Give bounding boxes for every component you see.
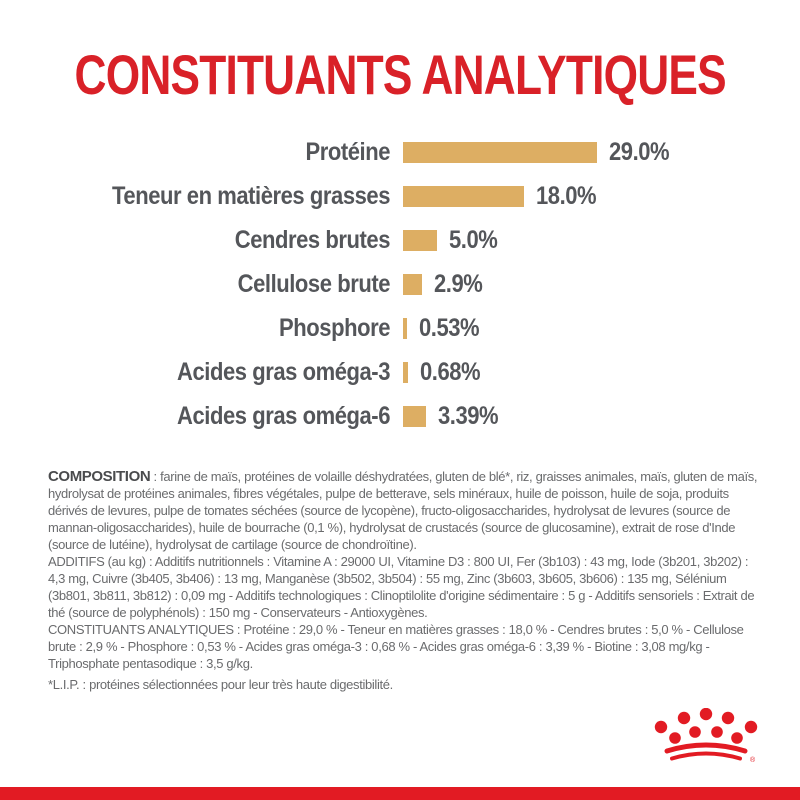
chart-row-proteine	[0, 130, 800, 174]
chart-row-cendres-brutes	[0, 218, 800, 262]
bar-label: Acides gras oméga-3	[177, 357, 390, 386]
royal-canin-crown-logo	[653, 708, 759, 764]
composition-text: : farine de maïs, protéines de volaille déshydratées, gluten de blé*, riz, graisses animales, maïs, gluten de maïs, hydrolysat de protéines animales, fibres végétales, pulpe de betterave, sels minéraux, huile de poisson, huile de soja, produits dérivés de levures, pulpe de tomates séchées (source de lycopène), fructo-oligosaccharides, hydrolysat de levures (source de mannan-oligosaccharides), huile de bourrache (0,1 %), hydrolysat de crustacés (source de glucosamine), extrait de rose d'Inde (source de lutéine), hydrolysat de cartilage (source de chondroïtine).	[48, 469, 758, 552]
bar-label: Acides gras oméga-6	[177, 401, 390, 430]
chart-row-omega-6	[0, 394, 800, 438]
bar-value: 0.68%	[419, 357, 480, 386]
analytical-constituents-bar-chart	[0, 130, 800, 438]
lip-footnote: *L.I.P. : protéines sélectionnées pour leur très haute digestibilité.	[48, 677, 393, 692]
registered-trademark-symbol: ®	[750, 757, 756, 764]
additives-paragraph: ADDITIFS (au kg) : Additifs nutritionnels : Vitamine A : 29000 UI, Vitamine D3 : 800 UI, Fer (3b103) : 43 mg, Iode (3b201, 3b202) : 4,3 mg, Cuivre (3b405, 3b406) : 13 mg, Manganèse (3b502, 3b504) : 55 mg, Zinc (3b603, 3b605, 3b606) : 135 mg, Sélénium (3b801, 3b811, 3b812) : 0,09 mg - Additifs technologiques : Clinoptilolite d'origine sédimentaire : 5 g - Additifs sensoriels : Extrait de thé (source de polyphénols) : 150 mg - Conservateurs - Antioxygènes.	[48, 554, 755, 620]
bar-value: 0.53%	[418, 313, 479, 342]
chart-row-omega-3	[0, 350, 800, 394]
bar	[403, 186, 524, 207]
bar-value: 29.0%	[609, 137, 670, 166]
crown-dots	[655, 708, 757, 744]
bar-label: Cendres brutes	[234, 225, 390, 254]
composition-heading: COMPOSITION	[48, 468, 151, 485]
bar-value: 5.0%	[448, 225, 497, 254]
bottom-red-band	[0, 787, 800, 800]
bar-value: 3.39%	[437, 401, 498, 430]
bar-label: Teneur en matières grasses	[112, 181, 390, 210]
bar	[403, 142, 597, 163]
constituents-paragraph: CONSTITUANTS ANALYTIQUES : Protéine : 29,0 % - Teneur en matières grasses : 18,0 % - Cendres brutes : 5,0 % - Cellulose brute : 2,9 % - Phosphore : 0,53 % - Acides gras oméga-3 : 0,68 % - Acides gras oméga-6 : 3,39 % - Biotine : 3,08 mg/kg - Triphosphate pentasodique : 3,5 g/kg.	[48, 622, 744, 671]
bar-label: Phosphore	[279, 313, 390, 342]
bar	[403, 406, 426, 427]
bar-value: 18.0%	[535, 181, 596, 210]
chart-row-cellulose-brute	[0, 262, 800, 306]
bar	[403, 318, 407, 339]
bar	[403, 230, 437, 251]
crown-base-swoosh	[667, 745, 745, 759]
composition-paragraph	[48, 468, 760, 553]
chart-row-phosphore	[0, 306, 800, 350]
page-title: CONSTITUANTS ANALYTIQUES	[74, 43, 726, 106]
bar-label: Protéine	[305, 137, 390, 166]
bar-value: 2.9%	[434, 269, 483, 298]
bar	[403, 274, 422, 295]
page-title-container	[0, 42, 800, 107]
bar	[403, 362, 408, 383]
chart-row-matieres-grasses	[0, 174, 800, 218]
bar-label: Cellulose brute	[237, 269, 390, 298]
legal-text-block	[48, 468, 760, 693]
